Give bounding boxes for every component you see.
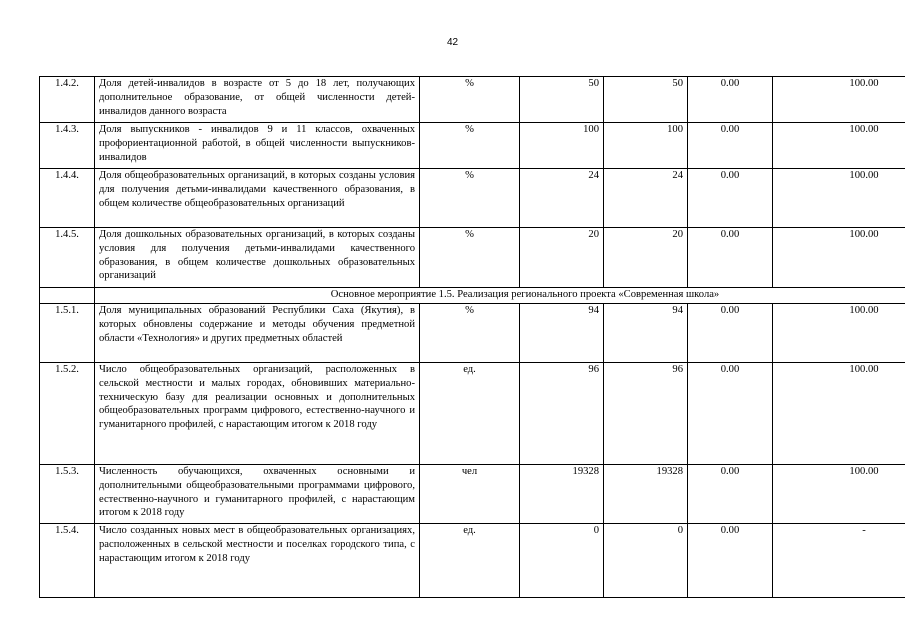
section-row <box>40 288 905 304</box>
indicator-number: 1.4.2. <box>40 77 95 123</box>
indicator-percent: 100.00 <box>773 77 905 123</box>
indicator-percent: 100.00 <box>773 123 905 169</box>
page-number: 42 <box>446 37 459 48</box>
indicator-percent: 100.00 <box>773 363 905 465</box>
indicator-number: 1.5.2. <box>40 363 95 465</box>
table-row <box>40 228 905 288</box>
indicator-fact: 100 <box>604 123 688 169</box>
indicator-fact: 50 <box>604 77 688 123</box>
indicator-fact: 96 <box>604 363 688 465</box>
indicator-fact: 0 <box>604 524 688 598</box>
indicator-plan: 24 <box>520 169 604 228</box>
indicator-percent: 100.00 <box>773 304 905 363</box>
indicator-plan: 50 <box>520 77 604 123</box>
indicator-unit: ед. <box>420 524 520 598</box>
indicator-plan: 19328 <box>520 465 604 524</box>
indicator-unit: ед. <box>420 363 520 465</box>
indicator-deviation: 0.00 <box>688 304 773 363</box>
indicator-plan: 96 <box>520 363 604 465</box>
indicator-fact: 94 <box>604 304 688 363</box>
indicator-percent: 100.00 <box>773 465 905 524</box>
indicator-percent: 100.00 <box>773 228 905 288</box>
table-row <box>40 304 905 363</box>
section-title: Основное мероприятие 1.5. Реализация регионального проекта «Современная школа» <box>95 288 905 304</box>
indicator-number: 1.4.4. <box>40 169 95 228</box>
indicator-number: 1.4.3. <box>40 123 95 169</box>
indicator-deviation: 0.00 <box>688 363 773 465</box>
indicator-percent: 100.00 <box>773 169 905 228</box>
indicator-plan: 100 <box>520 123 604 169</box>
indicator-name: Доля муниципальных образований Республики Саха (Якутия), в которых обновлены содержание и методы обучения предметной области «Технология» и других предметных областей <box>95 304 420 363</box>
table-row <box>40 524 905 598</box>
indicator-name: Доля детей-инвалидов в возрасте от 5 до 18 лет, получающих дополнительное образование, от общей численности детей-инвалидов данного возраста <box>95 77 420 123</box>
indicator-unit: % <box>420 169 520 228</box>
indicator-plan: 94 <box>520 304 604 363</box>
table-row <box>40 169 905 228</box>
indicator-unit: % <box>420 77 520 123</box>
indicator-deviation: 0.00 <box>688 524 773 598</box>
section-number-cell <box>40 288 95 304</box>
indicator-name: Доля общеобразовательных организаций, в которых созданы условия для получения детьми-инвалидами качественного образования, в общем количестве общеобразовательных организаций <box>95 169 420 228</box>
indicator-percent: - <box>773 524 905 598</box>
indicator-unit: % <box>420 123 520 169</box>
indicator-deviation: 0.00 <box>688 169 773 228</box>
indicators-table <box>39 76 905 598</box>
indicator-number: 1.4.5. <box>40 228 95 288</box>
table-row <box>40 123 905 169</box>
indicator-unit: чел <box>420 465 520 524</box>
indicator-plan: 20 <box>520 228 604 288</box>
indicator-plan: 0 <box>520 524 604 598</box>
indicator-number: 1.5.1. <box>40 304 95 363</box>
table-row <box>40 77 905 123</box>
indicator-deviation: 0.00 <box>688 123 773 169</box>
indicator-unit: % <box>420 228 520 288</box>
indicator-number: 1.5.4. <box>40 524 95 598</box>
indicator-name: Число общеобразовательных организаций, расположенных в сельской местности и малых городах, обновивших материально-техническую базу для реализации основных и дополнительных общеобразовательных программ цифрового, естественно-научного и гуманитарного профилей, с нарастающим итогом к 2018 году <box>95 363 420 465</box>
indicator-number: 1.5.3. <box>40 465 95 524</box>
indicator-name: Доля дошкольных образовательных организаций, в которых созданы условия для получения детьми-инвалидами качественного образования, в общем количестве дошкольных образовательных организаций <box>95 228 420 288</box>
indicator-deviation: 0.00 <box>688 465 773 524</box>
table-row <box>40 363 905 465</box>
indicator-fact: 24 <box>604 169 688 228</box>
indicator-fact: 20 <box>604 228 688 288</box>
indicator-deviation: 0.00 <box>688 77 773 123</box>
indicator-name: Число созданных новых мест в общеобразовательных организациях, расположенных в сельской местности и поселках городского типа, с нарастающим итогом к 2018 году <box>95 524 420 598</box>
indicator-deviation: 0.00 <box>688 228 773 288</box>
indicator-fact: 19328 <box>604 465 688 524</box>
indicator-unit: % <box>420 304 520 363</box>
table-row <box>40 465 905 524</box>
indicator-name: Численность обучающихся, охваченных основными и дополнительными общеобразовательными программами цифрового, естественно-научного и гуманитарного профилей, с нарастающим итогом к 2018 году <box>95 465 420 524</box>
indicator-name: Доля выпускников - инвалидов 9 и 11 классов, охваченных профориентационной работой, в общей численности выпускников-инвалидов <box>95 123 420 169</box>
